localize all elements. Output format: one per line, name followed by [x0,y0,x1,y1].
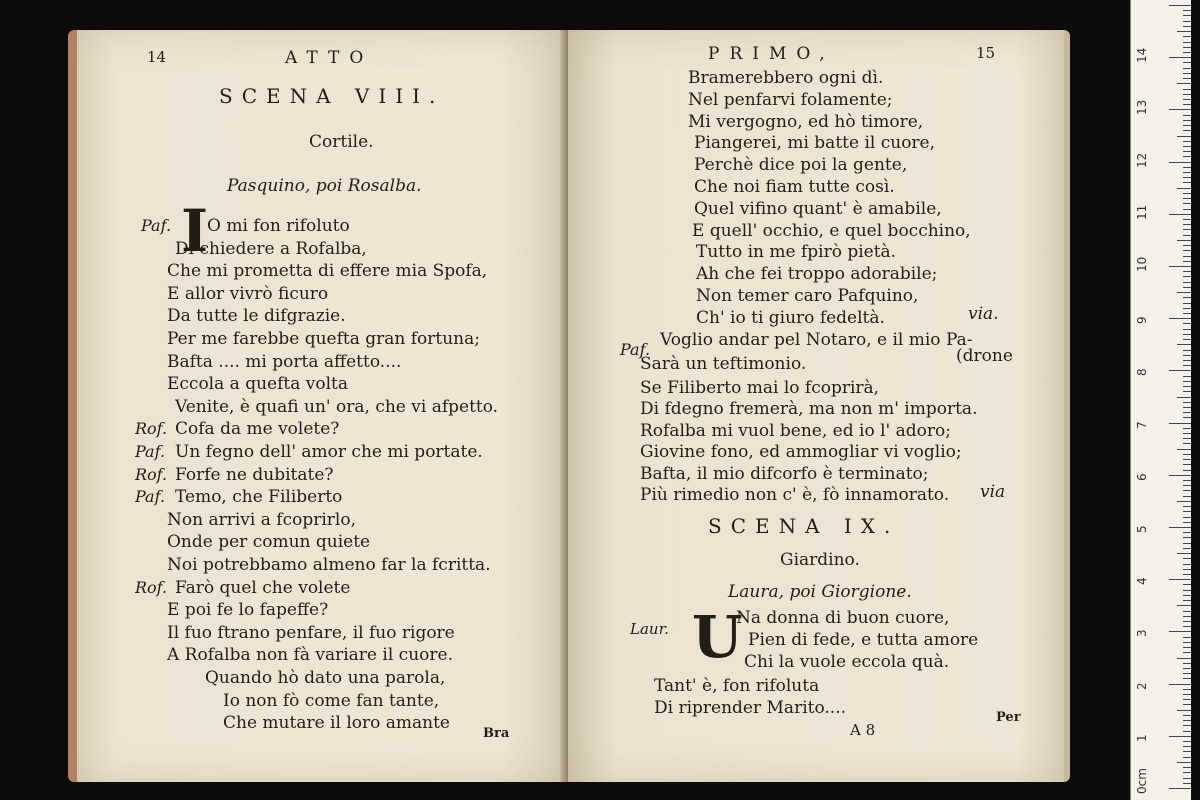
page-number-right: 15 [976,44,996,62]
ruler-tick [1177,136,1191,137]
drop-cap-i: I [181,197,209,265]
ruler-tick [1183,308,1191,309]
verse-line: Non temer caro Pafquino, [696,286,919,306]
ruler-tick [1183,365,1191,366]
ruler-tick [1183,47,1191,48]
right-page [568,30,1070,782]
ruler-tick [1183,172,1191,173]
verse-line: Farò quel che volete [175,577,351,598]
ruler-tick [1183,417,1191,418]
ruler-tick [1183,167,1191,168]
ruler-tick [1183,741,1191,742]
verse-line: Di fdegno fremerà, ma non m' importa. [640,399,978,420]
ruler-tick [1183,767,1191,768]
verse-line: Chi la vuole eccola quà. [744,652,950,672]
verse-line: O mi fon rifoluto [207,216,350,236]
ruler-tick [1183,574,1191,575]
ruler-tick [1177,344,1191,345]
ruler-tick [1183,99,1191,100]
ruler-tick [1183,250,1191,251]
ruler-tick [1183,459,1191,460]
ruler-tick [1183,506,1191,507]
verse-line: Di chiedere a Rofalba, [175,238,367,259]
speech-second-line: Sarà un teftimonio. [640,354,807,374]
ruler-tick [1183,600,1191,601]
exit-direction-2: via [980,482,1006,502]
ruler-tick [1183,778,1191,779]
persons-left: Pasquino, poi Rosalba. [227,176,422,196]
ruler-label: 10 [1135,256,1149,272]
speaker-laura: Laur. [630,620,669,638]
verse-line: Quando hò dato una parola, [205,668,446,688]
ruler-tick [1183,428,1191,429]
ruler-tick [1183,454,1191,455]
verse-line: E poi fe lo fapeffe? [167,600,329,621]
ruler-tick [1183,235,1191,236]
ruler-tick [1183,611,1191,612]
ruler-tick [1183,783,1191,784]
ruler-tick [1183,689,1191,690]
ruler-tick [1183,443,1191,444]
ruler-tick [1183,433,1191,434]
ruler-tick [1177,83,1191,84]
verse-line: Non arrivi a fcoprirlo, [167,509,356,530]
ruler-tick [1183,438,1191,439]
ruler-tick [1177,762,1191,763]
verse-line: A Rofalba non fà variare il cuore. [167,645,453,666]
ruler-tick [1183,287,1191,288]
ruler-tick [1169,684,1191,685]
ruler-tick [1183,647,1191,648]
verse-line: Bafta, il mio difcorfo è terminato; [640,463,929,484]
ruler-tick [1183,62,1191,63]
ruler-tick [1183,616,1191,617]
verse-line: Un fegno dell' amor che mi portate. [175,442,483,462]
verse-line: Tutto in me fpirò pietà. [696,242,897,263]
ruler-tick [1183,757,1191,758]
ruler-tick [1183,381,1191,382]
ruler-label: 13 [1135,100,1149,116]
verse-line: E quell' occhio, e quel bocchino, [692,220,971,241]
verse-line: Nel penfarvi folamente; [688,89,893,110]
verse-line: Giovine fono, ed ammogliar vi voglio; [640,442,962,463]
verse-line: Bafta .... mi porta affetto.... [167,351,402,372]
verse-line: Temo, che Filiberto [175,487,343,508]
verse-line: Rofalba mi vuol bene, ed io l' adoro; [640,420,951,441]
ruler-tick [1183,496,1191,497]
ruler-tick [1183,89,1191,90]
ruler-tick [1183,151,1191,152]
ruler-tick [1183,590,1191,591]
verse-line: Io non fò come fan tante, [223,690,440,711]
ruler-tick [1183,334,1191,335]
ruler-tick [1183,203,1191,204]
ruler-tick [1183,115,1191,116]
ruler-tick [1183,52,1191,53]
ruler-tick [1183,125,1191,126]
ruler-tick [1169,370,1191,371]
running-head-left: ATTO [285,48,374,68]
ruler-tick [1183,678,1191,679]
verse-line: Venite, è quafi un' ora, che vi afpetto. [175,396,499,417]
ruler-tick [1183,668,1191,669]
ruler-tick [1183,94,1191,95]
ruler-tick [1183,130,1191,131]
verse-line: Di riprender Marito.... [654,698,847,718]
ruler-tick [1177,31,1191,32]
ruler-tick [1177,188,1191,189]
ruler-tick [1183,120,1191,121]
ruler-tick [1169,266,1191,267]
persons-right: Laura, poi Giorgione. [728,582,912,602]
verse-line: Se Filiberto mai lo fcoprirà, [640,378,880,398]
ruler-tick [1169,527,1191,528]
ruler-tick [1177,240,1191,241]
ruler-tick [1183,224,1191,225]
ruler-tick [1183,673,1191,674]
ruler-tick [1169,423,1191,424]
verse-line: Onde per comun quiete [167,532,371,553]
ruler-tick [1183,323,1191,324]
ruler-tick [1183,548,1191,549]
ruler-label: 3 [1135,629,1149,638]
ruler-tick [1183,276,1191,277]
speaker-label: Paf. [135,442,166,461]
ruler-tick [1183,652,1191,653]
ruler-tick [1183,78,1191,79]
ruler-label: 5 [1135,525,1149,533]
ruler-tick [1183,642,1191,643]
ruler-tick [1183,282,1191,283]
ruler-tick [1183,532,1191,533]
ruler-tick [1183,704,1191,705]
ruler-tick [1183,511,1191,512]
ruler-tick [1183,156,1191,157]
ruler-tick [1183,485,1191,486]
ruler-label: 12 [1135,152,1149,168]
ruler-tick [1177,658,1191,659]
ruler-tick [1183,584,1191,585]
speaker-pasquino: Paf. [620,340,651,359]
ruler-tick [1169,214,1191,215]
ruler-tick [1169,788,1191,789]
verse-line: Da tutte le difgrazie. [167,306,346,327]
verse-line: Piangerei, mi batte il cuore, [694,133,936,154]
ruler-tick [1169,631,1191,632]
ruler-tick [1169,318,1191,319]
scene-title-left: SCENA VIII. [219,84,445,108]
ruler-tick [1183,464,1191,465]
ruler-tick [1183,209,1191,210]
ruler-tick [1169,475,1191,476]
ruler-tick [1169,579,1191,580]
verse-line: Ch' io ti giuro fedeltà. [696,307,885,328]
ruler-tick [1183,376,1191,377]
signature-mark: A 8 [850,721,876,739]
ruler-tick [1183,329,1191,330]
ruler-tick [1183,193,1191,194]
verse-line: Più rimedio non c' è, fò innamorato. [640,485,950,505]
verse-line: Il fuo ftrano penfare, il fuo rigore [167,622,455,643]
ruler-label: 14 [1135,47,1149,64]
ruler-tick [1169,162,1191,163]
ruler-tick [1183,26,1191,27]
ruler-tick [1183,271,1191,272]
ruler-tick [1183,746,1191,747]
ruler-tick [1183,297,1191,298]
ruler-tick [1183,564,1191,565]
speech-turnover: (drone [956,346,1013,366]
ruler-tick [1183,699,1191,700]
speech-first-line: Voglio andar pel Notaro, e il mio Pa- [660,330,973,350]
verse-line: Eccola a quefta volta [167,374,348,395]
ruler-label: 4 [1135,577,1149,586]
speaker-label: Rof. [135,419,168,439]
ruler-tick [1183,517,1191,518]
verse-line: Per me farebbe quefta gran fortuna; [167,329,480,349]
measurement-ruler [1130,0,1191,800]
ruler-tick [1183,663,1191,664]
ruler-tick [1183,407,1191,408]
ruler-label: 9 [1135,316,1149,325]
ruler-tick [1183,261,1191,262]
ruler-tick [1183,182,1191,183]
ruler-tick [1169,5,1191,6]
verse-line: Ah che fei troppo adorabile; [696,264,938,285]
setting-right: Giardino. [780,550,860,570]
catchword-right: Per [996,710,1021,725]
ruler-tick [1183,402,1191,403]
speaker-label: Paf. [135,487,166,507]
verse-line: Tant' è, fon rifoluta [654,676,820,696]
ruler-tick [1183,36,1191,37]
ruler-tick [1183,412,1191,413]
ruler-label: 8 [1135,368,1149,377]
ruler-label: 6 [1135,473,1149,481]
ruler-tick [1183,480,1191,481]
ruler-tick [1183,15,1191,16]
ruler-tick [1183,715,1191,716]
ruler-tick [1183,10,1191,11]
ruler-tick [1183,626,1191,627]
verse-line: Che noi fiam tutte così. [694,177,895,197]
verse-line: Quel vifino quant' è amabile, [694,198,942,219]
ruler-tick [1183,68,1191,69]
ruler-tick [1177,449,1191,450]
ruler-tick [1183,360,1191,361]
speaker-label: Paf. [141,216,172,235]
ruler-tick [1183,490,1191,491]
ruler-tick [1183,303,1191,304]
ruler-tick [1183,355,1191,356]
ruler-tick [1183,386,1191,387]
ruler-tick [1183,621,1191,622]
ruler-tick [1183,637,1191,638]
scene-title-right: SCENA IX. [708,514,900,538]
ruler-label: 7 [1135,420,1149,429]
ruler-tick [1183,73,1191,74]
ruler-tick [1177,605,1191,606]
verse-line: Cofa da me volete? [175,419,340,440]
ruler-tick [1183,391,1191,392]
ruler-tick [1183,731,1191,732]
verse-line: Bramerebbero ogni dì. [688,68,884,88]
catchword-left: Bra [483,726,510,741]
ruler-tick [1169,109,1191,110]
ruler-tick [1183,198,1191,199]
ruler-label: 11 [1135,204,1149,220]
ruler-tick [1183,245,1191,246]
ruler-tick [1183,595,1191,596]
ruler-tick [1177,397,1191,398]
speaker-label: Rof. [135,577,168,597]
setting-left: Cortile. [309,132,374,152]
ruler-tick [1183,470,1191,471]
running-head-right: PRIMO, [708,44,835,64]
ruler-tick [1183,256,1191,257]
ruler-label: 2 [1135,681,1149,690]
ruler-tick [1183,751,1191,752]
ruler-tick [1183,772,1191,773]
ruler-tick [1183,141,1191,142]
ruler-tick [1183,339,1191,340]
ruler-tick [1177,710,1191,711]
exit-direction-1: via. [968,304,999,324]
ruler-tick [1183,42,1191,43]
verse-line: Che mi prometta di effere mia Spofa, [167,261,488,282]
ruler-tick [1183,104,1191,105]
left-page [68,30,573,782]
ruler-tick [1183,146,1191,147]
ruler-tick [1183,725,1191,726]
verse-line: Noi potrebbamo almeno far la fcritta. [167,555,491,575]
ruler-tick [1177,501,1191,502]
ruler-label: 0cm [1135,768,1149,794]
verse-line: Perchè dice poi la gente, [694,155,908,176]
verse-line: Che mutare il loro amante [223,713,450,734]
ruler-tick [1177,553,1191,554]
ruler-tick [1183,219,1191,220]
ruler-tick [1183,694,1191,695]
ruler-tick [1183,229,1191,230]
ruler-tick [1177,292,1191,293]
ruler-tick [1183,537,1191,538]
ruler-tick [1183,558,1191,559]
verse-line: Mi vergogno, ed hò timore, [688,111,924,132]
verse-line: Na donna di buon cuore, [736,608,950,628]
ruler-label: 1 [1135,734,1149,742]
speaker-label: Rof. [135,464,168,484]
ruler-tick [1183,720,1191,721]
ruler-tick [1183,350,1191,351]
verse-line: Forfe ne dubitate? [175,464,334,485]
ruler-tick [1183,569,1191,570]
ruler-tick [1183,313,1191,314]
verse-line: Pien di fede, e tutta amore [748,630,979,650]
ruler-tick [1183,177,1191,178]
ruler-tick [1169,57,1191,58]
ruler-tick [1183,522,1191,523]
verse-line: E allor vivrò ficuro [167,283,329,304]
ruler-tick [1183,21,1191,22]
open-book [68,30,1068,782]
drop-cap-u: U [692,603,743,671]
ruler-tick [1169,736,1191,737]
page-number-left: 14 [147,48,167,66]
ruler-tick [1183,543,1191,544]
